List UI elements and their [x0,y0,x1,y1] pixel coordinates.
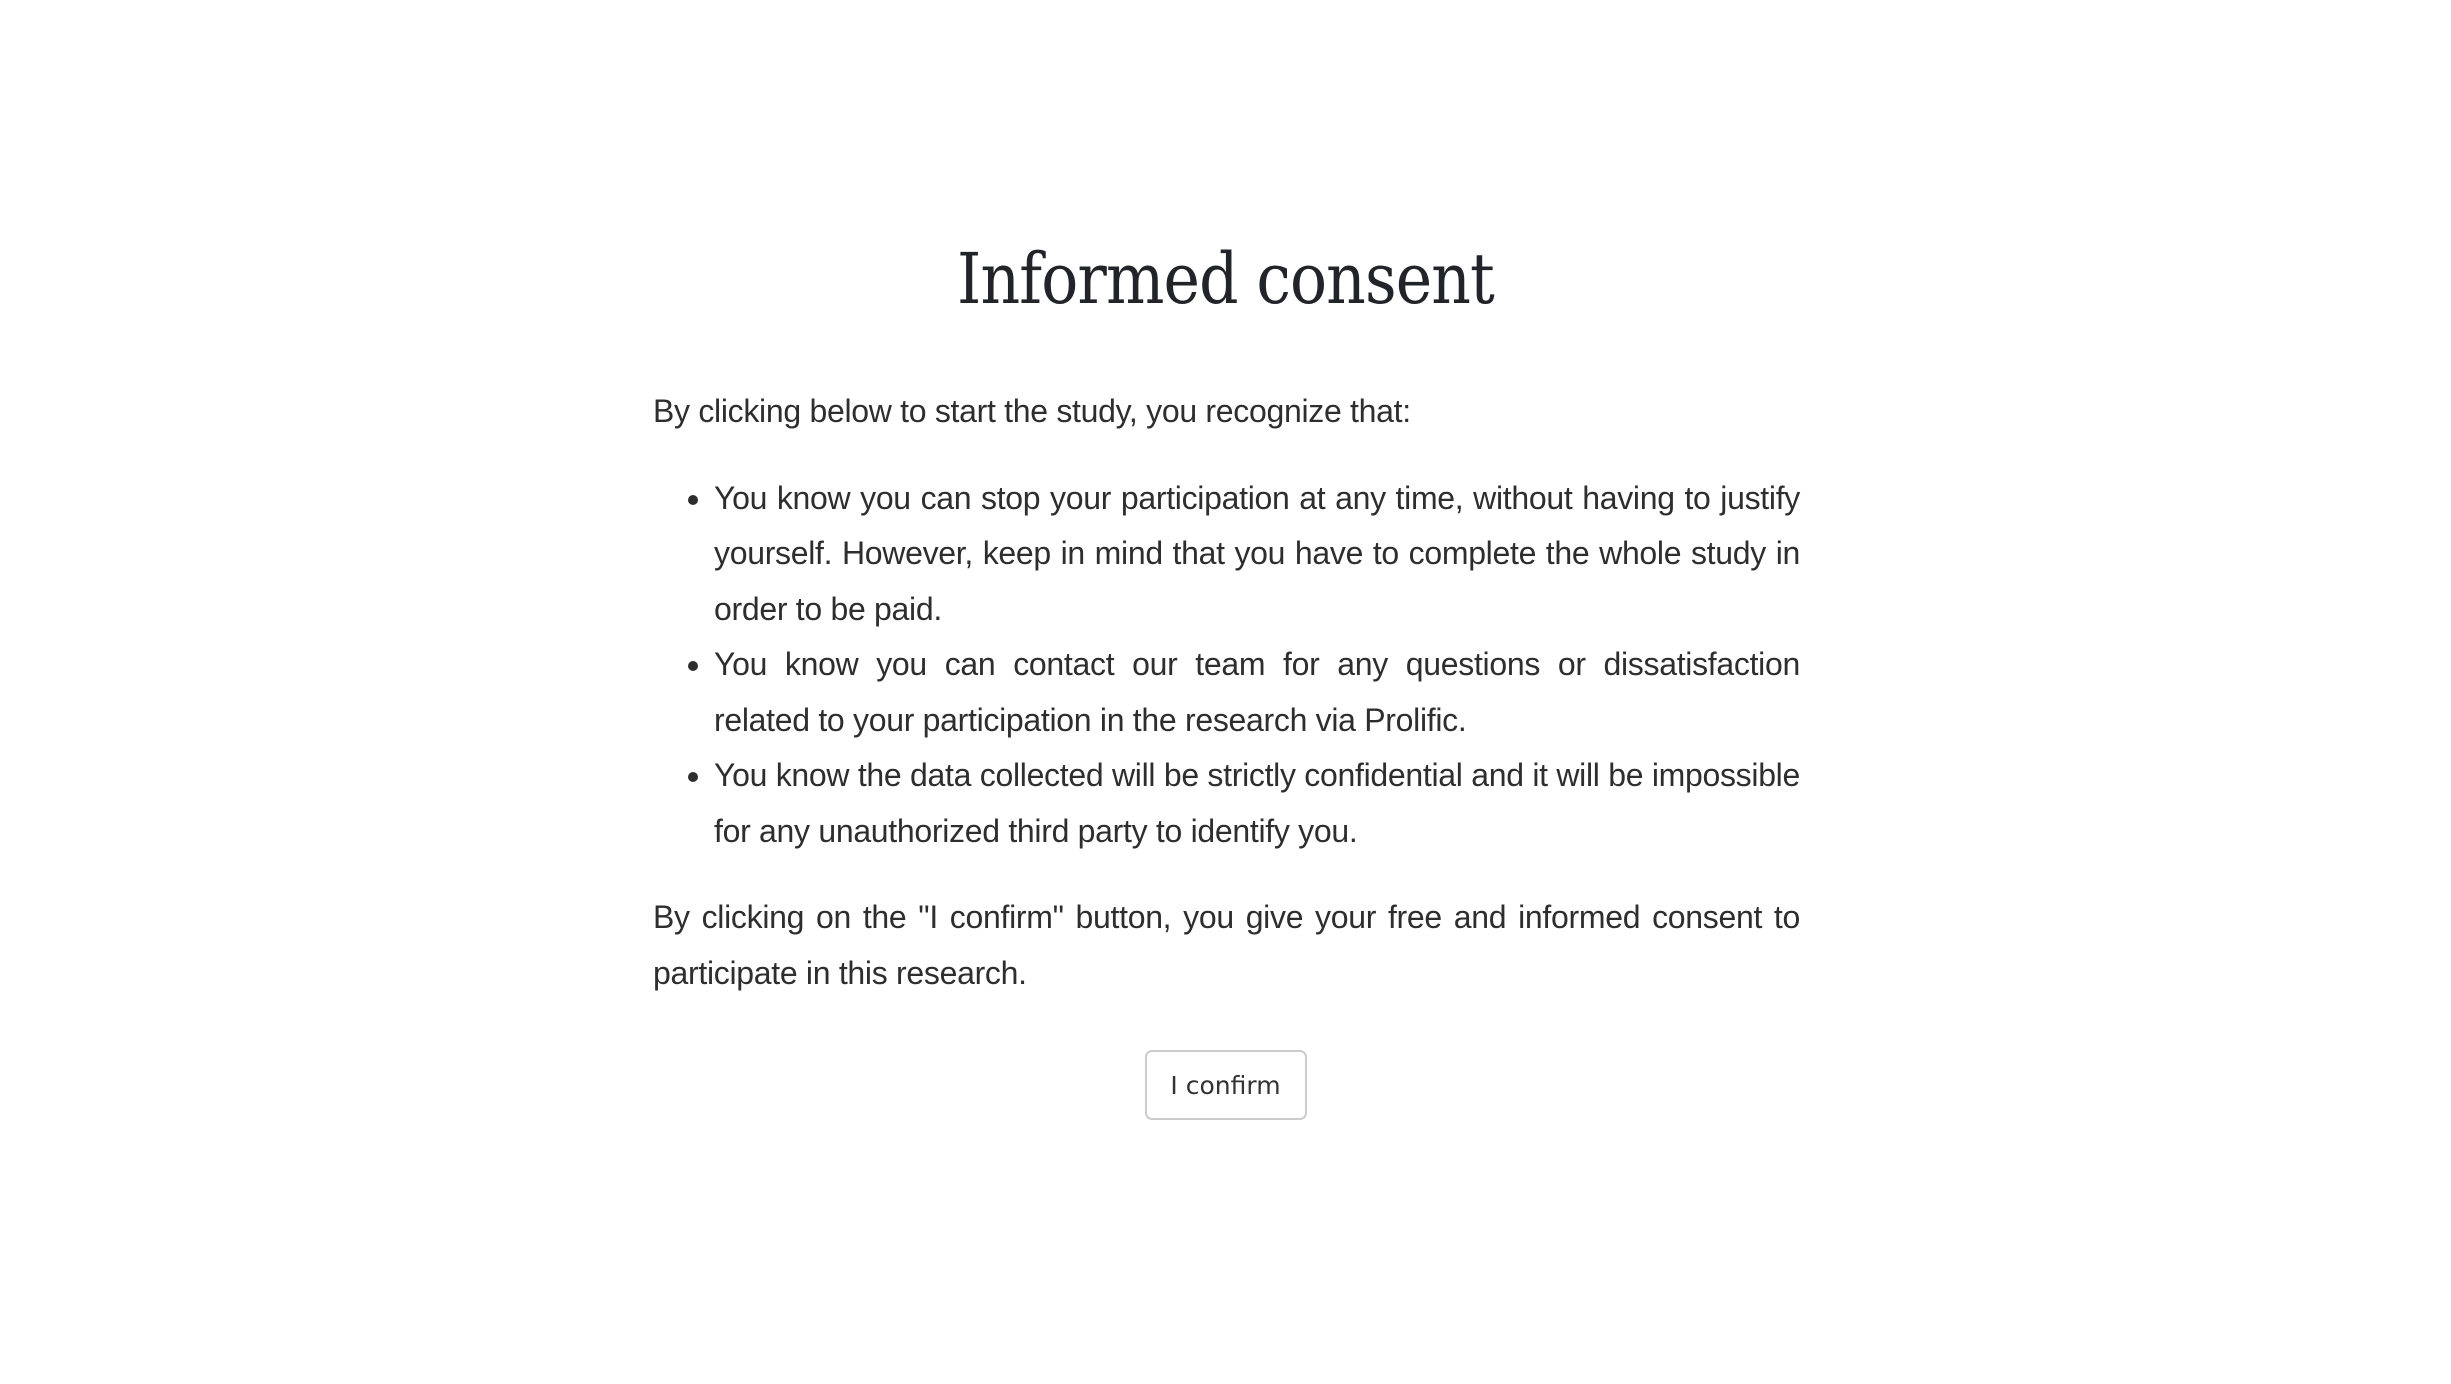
list-item: • You know you can contact our team for any questions or dissatisfaction related to your participation in the research via Prolific. [714,637,1800,748]
list-item: • You know the data collected will be strictly confidential and it will be impossible for any unauthorized third party to identify you. [714,748,1800,859]
list-item: • You know you can stop your participation at any time, without having to justify yourself. However, keep in mind that you have to complete the whole study in order to be paid. [714,471,1800,638]
page-title: Informed consent [957,238,1494,320]
button-container [0,1050,2451,1120]
consent-list [653,471,1800,860]
confirm-button[interactable]: I confirm [1145,1050,1307,1120]
intro-text: By clicking below to start the study, you recognize that: [653,393,1411,429]
consent-body [653,384,1800,1001]
closing-text: By clicking on the "I confirm" button, you give your free and informed consent to participate in this research. [653,899,1800,991]
